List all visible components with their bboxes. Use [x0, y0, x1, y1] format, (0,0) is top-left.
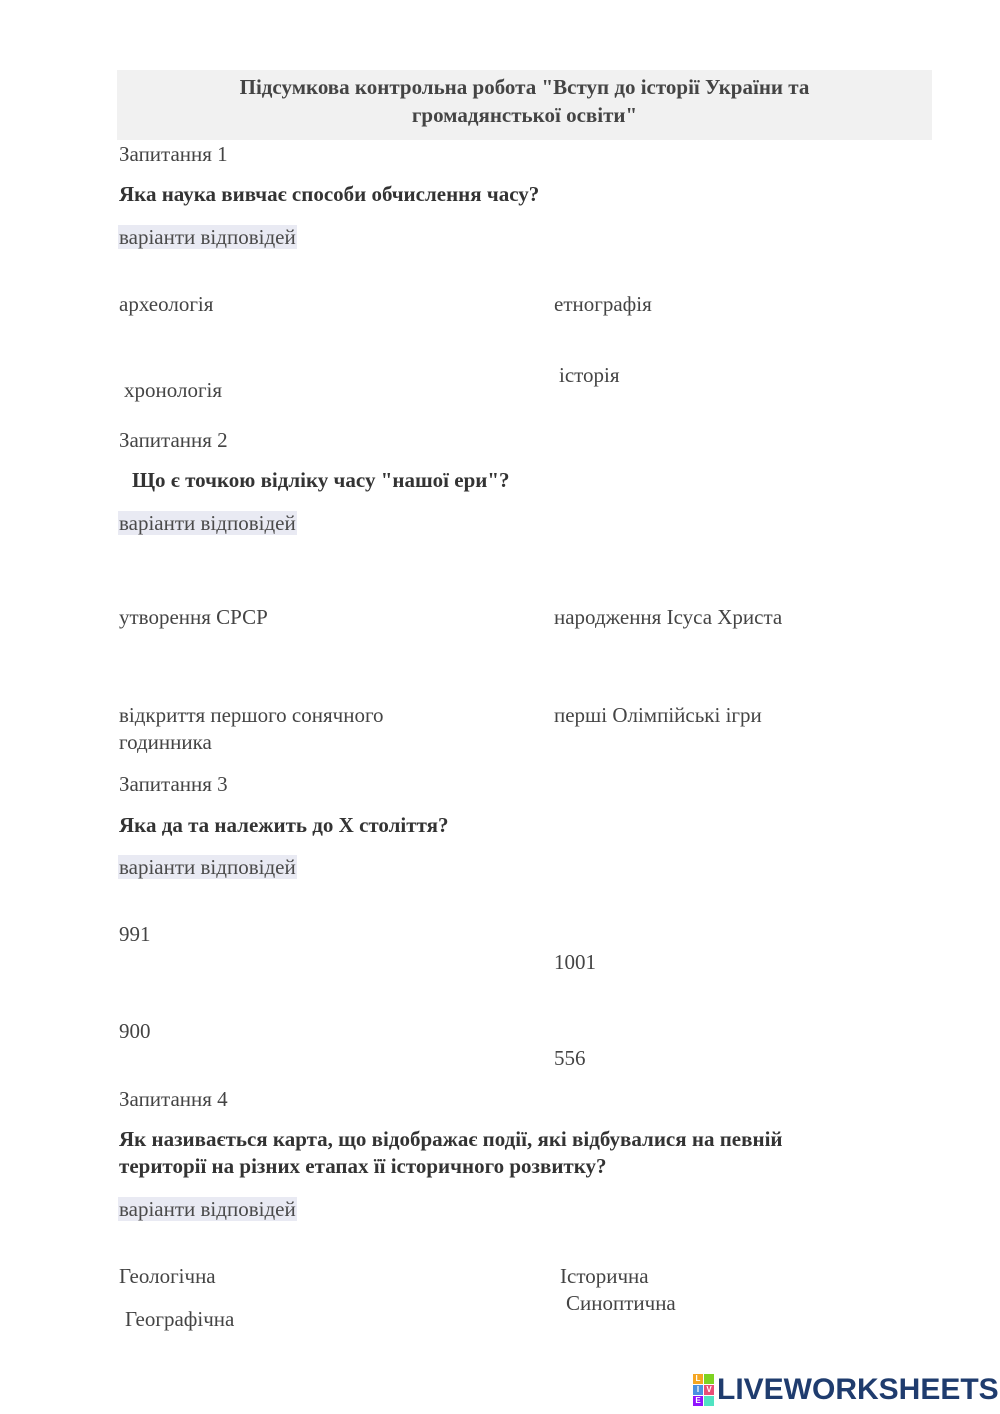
question-1-option-4[interactable]: історія — [559, 363, 620, 387]
title-line-1: Підсумкова контрольна робота "Вступ до історії України та — [239, 75, 810, 99]
question-1-variants-label: варіанти відповідей — [119, 225, 296, 249]
question-4-variants-label: варіанти відповідей — [119, 1197, 296, 1221]
question-3-option-2[interactable]: 1001 — [554, 950, 596, 974]
logo-cell-v: V — [704, 1385, 714, 1395]
question-1-label: Запитання 1 — [119, 142, 228, 166]
logo-cell-blank-2 — [704, 1396, 714, 1406]
worksheet-title — [117, 70, 932, 140]
logo-cell-blank-1 — [704, 1374, 714, 1384]
question-2-label: Запитання 2 — [119, 428, 228, 452]
title-line-2: громадянстької освіти" — [411, 103, 638, 127]
question-2-variants-label: варіанти відповідей — [119, 511, 296, 535]
question-3-option-4[interactable]: 556 — [554, 1046, 586, 1070]
liveworksheets-logo — [693, 1374, 999, 1406]
question-2-option-4[interactable]: перші Олімпійські ігри — [554, 703, 762, 727]
logo-text: LIVEWORKSHEETS — [717, 1373, 999, 1406]
question-4-label: Запитання 4 — [119, 1087, 228, 1111]
question-4-text-line-1: Як називається карта, що відображає події, які відбувалися на певній — [119, 1127, 783, 1151]
logo-cell-i: I — [693, 1385, 703, 1395]
question-1-text: Яка наука вивчає способи обчислення часу? — [119, 182, 540, 206]
question-3-text: Яка да та належить до Х століття? — [119, 813, 449, 837]
question-4-option-4[interactable]: Синоптична — [566, 1291, 676, 1315]
question-2-option-1[interactable]: утворення СРСР — [119, 605, 268, 629]
question-2-option-2[interactable]: народження Ісуса Христа — [554, 605, 783, 629]
question-2-text: Що є точкою відліку часу "нашої ери"? — [132, 468, 510, 492]
question-3-variants-label: варіанти відповідей — [119, 855, 296, 879]
question-4-option-2[interactable]: Історична — [560, 1264, 649, 1288]
logo-grid-icon — [693, 1374, 714, 1406]
logo-cell-l: L — [693, 1374, 703, 1384]
question-1-option-1[interactable]: археологія — [119, 292, 214, 316]
question-1-option-3[interactable]: хронологія — [124, 378, 223, 402]
question-4-text-line-2: території на різних етапах її історичного розвитку? — [119, 1154, 607, 1178]
question-1-option-2[interactable]: етнографія — [554, 292, 652, 316]
question-3-label: Запитання 3 — [119, 772, 228, 796]
question-3-option-3[interactable]: 900 — [119, 1019, 151, 1043]
question-2-option-3[interactable]: відкриття першого сонячного годинника — [119, 703, 384, 754]
logo-cell-e: E — [693, 1396, 703, 1406]
question-3-option-1[interactable]: 991 — [119, 922, 151, 946]
question-4-option-3[interactable]: Географічна — [125, 1307, 235, 1331]
question-4-option-1[interactable]: Геологічна — [119, 1264, 216, 1288]
